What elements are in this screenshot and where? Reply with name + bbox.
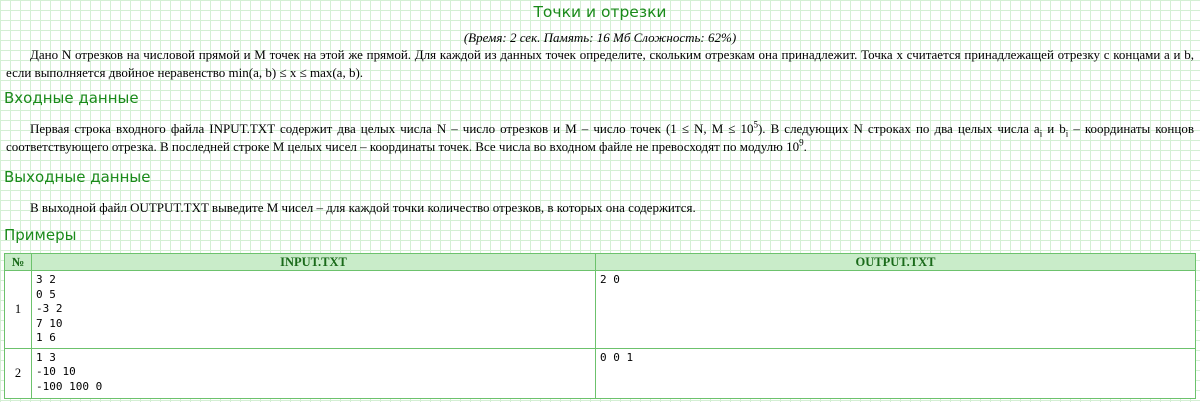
example-output-cell <box>596 348 1196 399</box>
subscript: i <box>1039 128 1043 139</box>
examples-header-row <box>5 254 1196 271</box>
problem-limits: (Время: 2 сек. Память: 16 Мб Сложность: 62%) <box>463 30 737 45</box>
superscript: 5 <box>753 119 758 130</box>
problem-title: Точки и отрезки <box>533 3 667 21</box>
input-text-part: ). В следующих N строках по два целых числа a <box>757 121 1040 136</box>
example-number: 2 <box>5 348 32 399</box>
input-text-part: Первая строка входного файла INPUT.TXT содержит два целых числа N – число отрезков и M – число точек (1 ≤ N, M ≤ 10 <box>30 121 754 136</box>
superscript: 9 <box>799 137 804 148</box>
output-heading: Выходные данные <box>4 168 151 186</box>
example-row <box>5 271 1196 349</box>
example-output-cell <box>596 271 1196 349</box>
example-output: 0 0 1 <box>600 350 634 364</box>
example-number: 1 <box>5 271 32 349</box>
input-text-part: . <box>803 139 807 154</box>
examples-heading: Примеры <box>4 226 77 244</box>
input-text-part: – координаты концов соответствующего отрезка. В последней строке M целых чисел – координаты точек. Все числа во входном файле не превосходят по модулю 10 <box>6 121 1194 154</box>
input-description <box>6 120 1194 156</box>
example-input-cell <box>32 348 596 399</box>
column-header-output: OUTPUT.TXT <box>596 254 1196 271</box>
column-header-number: № <box>5 254 32 271</box>
example-input: 3 2 0 5 -3 2 7 10 1 6 <box>36 273 63 344</box>
output-description: В выходной файл OUTPUT.TXT выведите M чисел – для каждой точки количество отрезков, в которых она содержится. <box>30 200 696 215</box>
example-row <box>5 348 1196 399</box>
example-input-cell <box>32 271 596 349</box>
examples-table <box>4 253 1196 399</box>
example-input: 1 3 -10 10 -100 100 0 <box>36 350 103 393</box>
column-header-input: INPUT.TXT <box>32 254 596 271</box>
input-text-part: и b <box>1042 121 1066 136</box>
subscript: i <box>1065 128 1069 139</box>
problem-statement: Дано N отрезков на числовой прямой и M точек на этой же прямой. Для каждой из данных точек определите, скольким отрезкам она принадлежит. Точка x считается принадлежащей отрезку с концами a и b, если выполняется двойное неравенство min(a, b) ≤ x ≤ max(a, b). <box>6 47 1194 80</box>
example-output: 2 0 <box>600 273 620 286</box>
input-heading: Входные данные <box>4 89 139 107</box>
